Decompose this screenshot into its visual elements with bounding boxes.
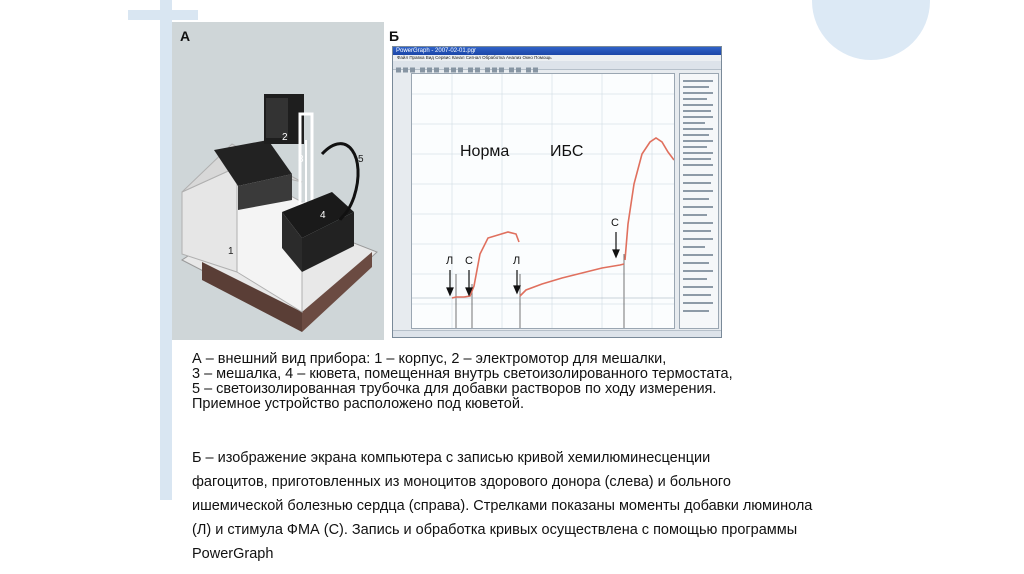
panel-b-label: Б bbox=[389, 28, 400, 44]
caption-a-line: 5 – светоизолированная трубочка для добавки растворов по ходу измерения. bbox=[192, 381, 717, 397]
panel-a-label: А bbox=[180, 28, 191, 44]
menu-bar: Файл Правка Вид Сервис Канал Сигнал Обработка Анализ Окно Помощь bbox=[393, 55, 721, 61]
decorative-circle bbox=[812, 0, 930, 60]
status-bar bbox=[393, 330, 721, 337]
caption-panel-b bbox=[192, 446, 1012, 566]
plot-svg bbox=[412, 74, 674, 328]
label-c-ibs: С bbox=[611, 217, 619, 229]
label-ibs: ИБС bbox=[550, 143, 584, 160]
event-markers bbox=[456, 74, 674, 328]
curve-ibs-stimulated bbox=[625, 138, 674, 260]
caption-b-line: (Л) и стимула ФМА (С). Запись и обработка кривых осуществлена с помощью программы bbox=[192, 522, 798, 538]
curve-ibs-pre bbox=[520, 264, 624, 296]
label-c-normal: С bbox=[465, 255, 473, 267]
caption-b-line: PowerGraph bbox=[192, 546, 274, 562]
window-title-bar: PowerGraph - 2007-02-01.pgr bbox=[393, 47, 721, 55]
curve-normal bbox=[452, 232, 519, 298]
callout-4: 4 bbox=[320, 210, 326, 221]
caption-a-line: Приемное устройство расположено под кюветой. bbox=[192, 396, 524, 412]
callout-1: 1 bbox=[228, 246, 234, 257]
callout-3: 3 bbox=[298, 154, 304, 165]
software-screenshot-panel bbox=[384, 22, 724, 340]
label-l-normal: Л bbox=[446, 255, 454, 267]
caption-panel-a bbox=[192, 352, 1012, 412]
label-norma: Норма bbox=[460, 143, 510, 160]
callout-2: 2 bbox=[282, 132, 288, 143]
side-panel-rows bbox=[680, 74, 718, 328]
caption-b-line: фагоцитов, приготовленных из моноцитов здорового донора (слева) и больного bbox=[192, 474, 731, 490]
device-illustration bbox=[172, 22, 384, 340]
chemiluminescence-plot bbox=[411, 73, 675, 329]
toolbar bbox=[393, 61, 721, 70]
caption-b-line: ишемической болезнью сердца (справа). Стрелками показаны моменты добавки люминола bbox=[192, 498, 813, 514]
caption-b-line: Б – изображение экрана компьютера с записью кривой хемилюминесценции bbox=[192, 450, 711, 466]
label-l-ibs: Л bbox=[513, 255, 521, 267]
decorative-vertical-bar bbox=[160, 0, 172, 500]
device-photo-panel bbox=[172, 22, 384, 340]
caption-a-line: 3 – мешалка, 4 – кювета, помещенная внутрь светоизолированного термостата, bbox=[192, 366, 733, 382]
callout-5: 5 bbox=[358, 154, 364, 165]
caption-a-line: А – внешний вид прибора: 1 – корпус, 2 – электромотор для мешалки, bbox=[192, 351, 667, 367]
decorative-horizontal-bar bbox=[128, 10, 198, 20]
channel-side-panel bbox=[679, 73, 719, 329]
powergraph-window bbox=[392, 46, 722, 338]
